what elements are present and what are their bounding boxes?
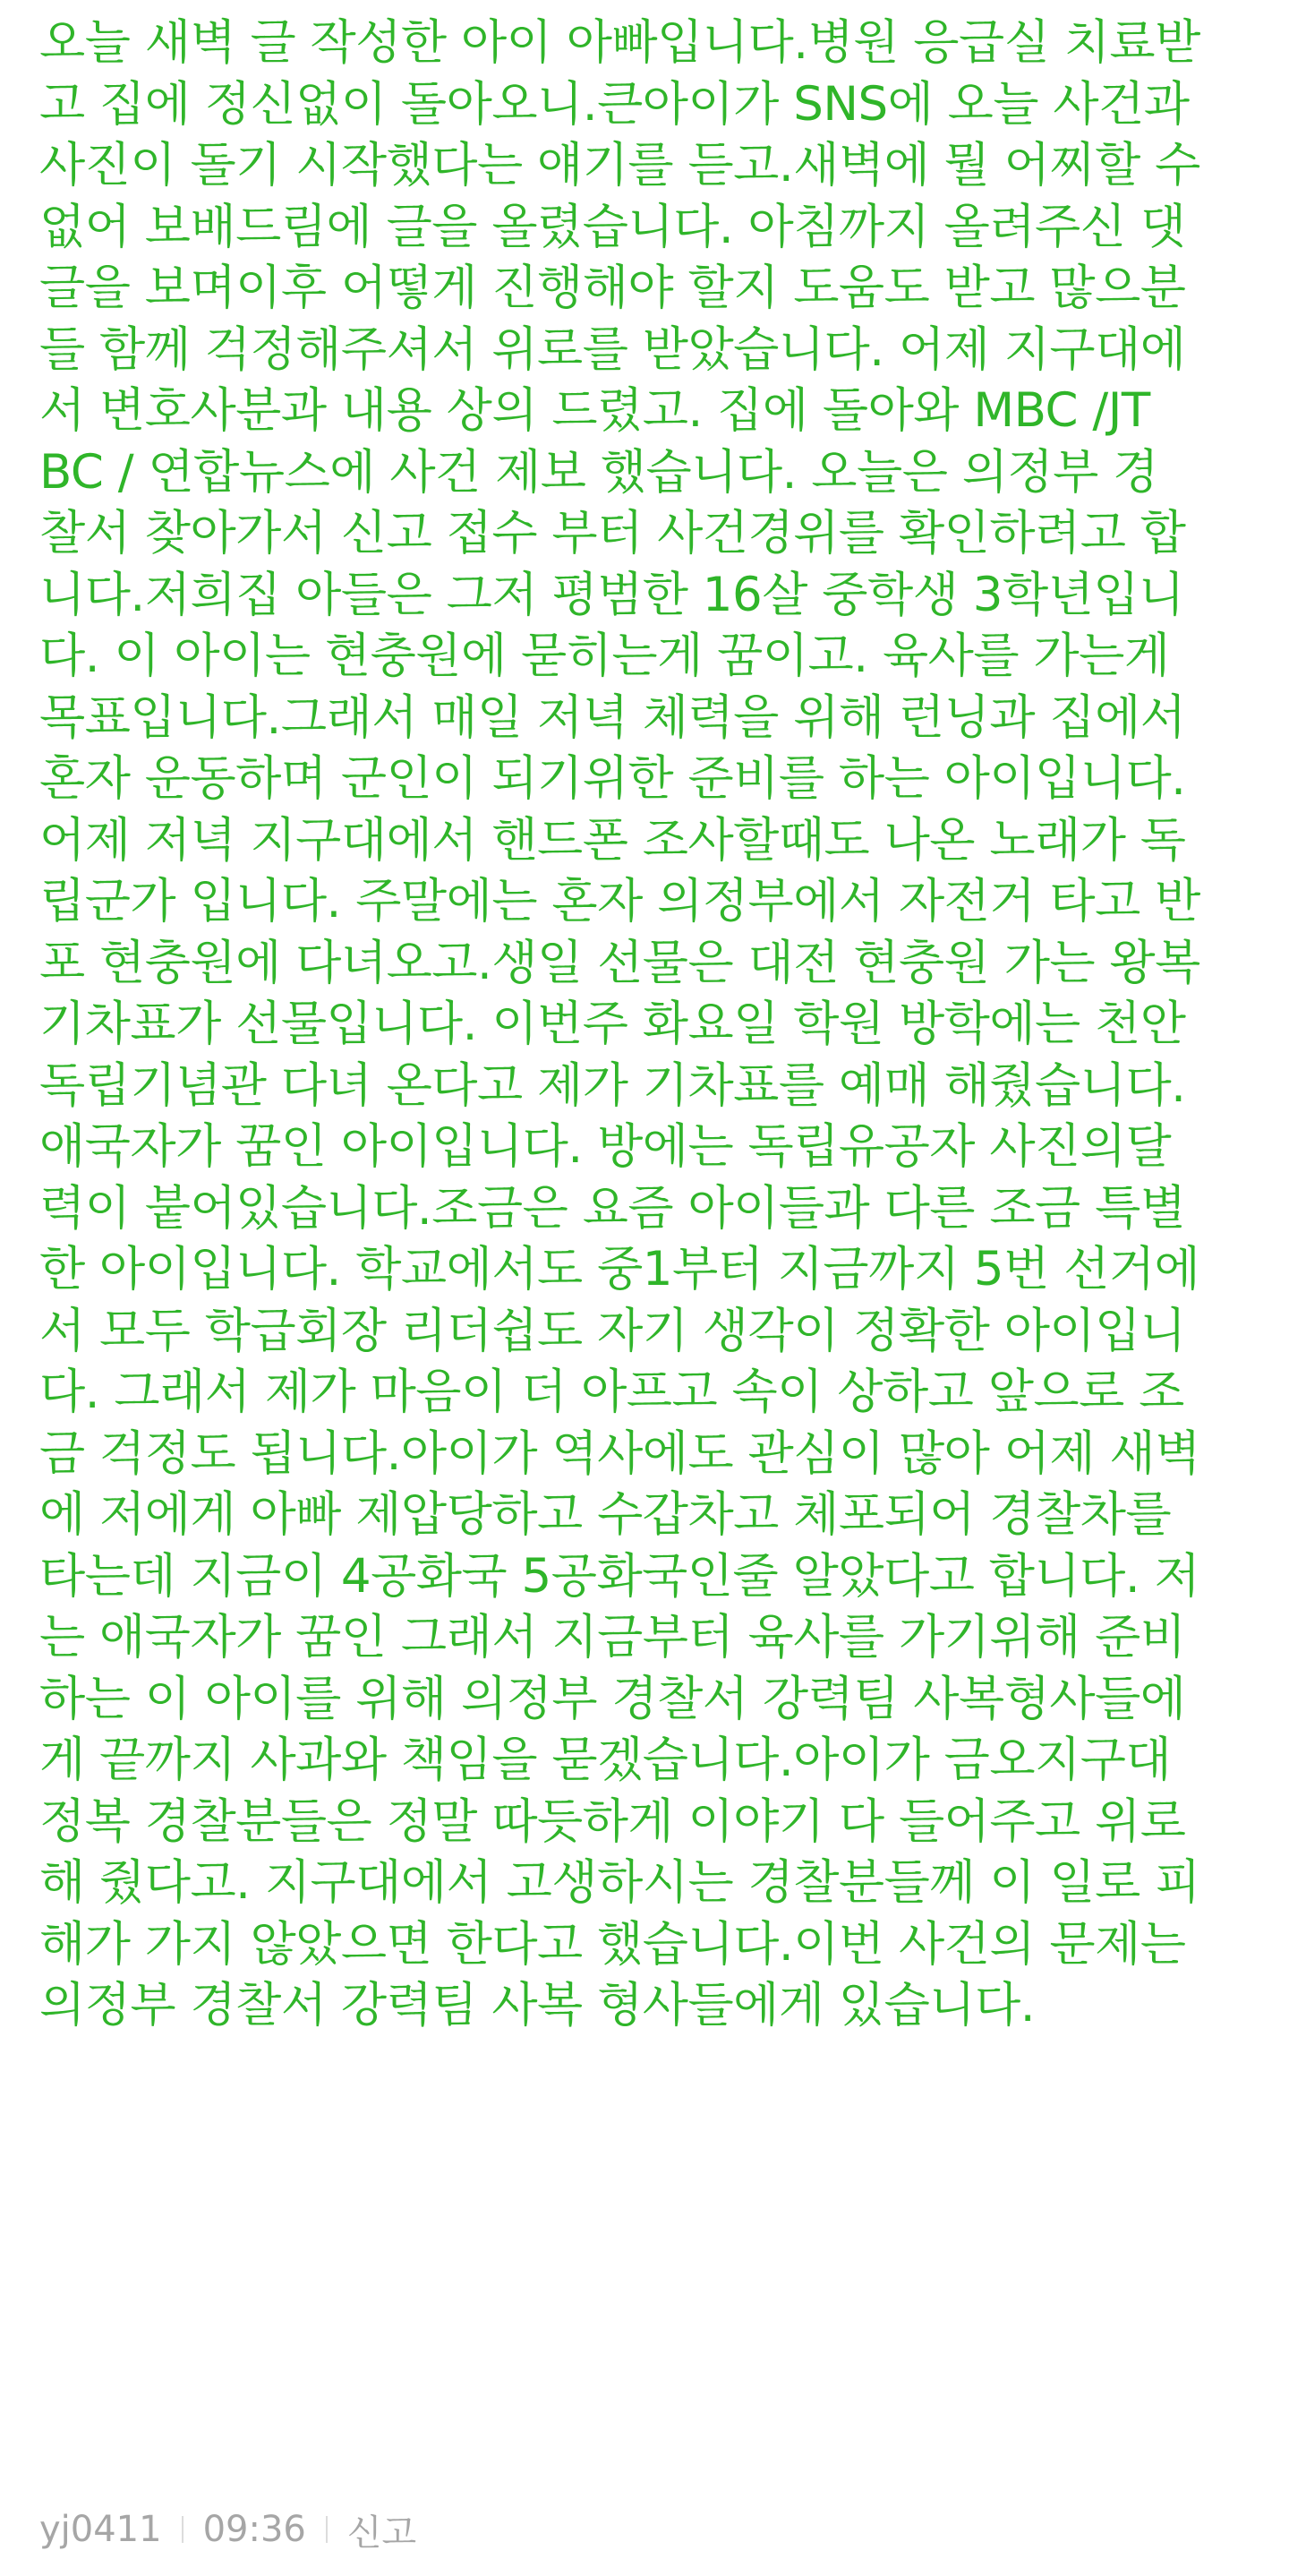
comment-time: 09:36 [202, 2509, 306, 2550]
comment-line: 목표입니다.그래서 매일 저녁 체력을 위해 런닝과 집에서 [39, 689, 1186, 745]
comment-line: 찰서 찾아가서 신고 접수 부터 사건경위를 확인하려고 합 [39, 506, 1186, 561]
comment-line: 포 현충원에 다녀오고.생일 선물은 대전 현충원 가는 왕복 [39, 935, 1200, 990]
comment-line: 는 애국자가 꿈인 그래서 지금부터 육사를 가기위해 준비 [39, 1610, 1186, 1665]
meta-divider [326, 2516, 328, 2543]
comment-line: 들 함께 걱정해주셔서 위로를 받았습니다. 어제 지구대에 [39, 321, 1186, 377]
comment-line: 하는 이 아이를 위해 의정부 경찰서 강력팀 사복형사들에 [39, 1671, 1186, 1726]
comment-meta [39, 2503, 416, 2556]
comment-line: 력이 붙어있습니다.조금은 요즘 아이들과 다른 조금 특별 [39, 1180, 1186, 1236]
comment-line: 서 변호사분과 내용 상의 드렸고. 집에 돌아와 MBC /JT [39, 383, 1150, 438]
report-button[interactable]: 신고 [346, 2512, 417, 2554]
comment-line: 정복 경찰분들은 정말 따듯하게 이야기 다 들어주고 위로 [39, 1793, 1186, 1849]
comment-line: 서 모두 학급회장 리더쉽도 자기 생각이 정확한 아이입니 [39, 1303, 1186, 1358]
comment-line: 애국자가 꿈인 아이입니다. 방에는 독립유공자 사진의달 [39, 1119, 1172, 1174]
comment-line: 금 걱정도 됩니다.아이가 역사에도 관심이 많아 어제 새벽 [39, 1425, 1200, 1481]
author-id[interactable]: yj0411 [39, 2509, 162, 2550]
comment-line: 오늘 새벽 글 작성한 아이 아빠입니다.병원 응급실 치료받 [39, 15, 1200, 70]
comment-line: 다. 이 아이는 현충원에 묻히는게 꿈이고. 육사를 가는게 [39, 629, 1170, 683]
comment-line: 독립기념관 다녀 온다고 제가 기차표를 예매 해줬습니다. [39, 1057, 1186, 1113]
comment-line: 없어 보배드림에 글을 올렸습니다. 아침까지 올려주신 댓 [39, 199, 1186, 254]
comment-line: 한 아이입니다. 학교에서도 중1부터 지금까지 5번 선거에 [39, 1242, 1200, 1297]
meta-divider [182, 2516, 184, 2543]
comment-line: 의정부 경찰서 강력팀 사복 형사들에게 있습니다. [39, 1978, 1036, 2033]
comment-line: 해 줬다고. 지구대에서 고생하시는 경찰분들께 이 일로 피 [39, 1855, 1200, 1910]
comment-line: 타는데 지금이 4공화국 5공화국인줄 알았다고 합니다. 저 [39, 1548, 1200, 1604]
comment-line: 에 저에게 아빠 제압당하고 수갑차고 체포되어 경찰차를 [39, 1487, 1172, 1542]
comment-line: 립군가 입니다. 주말에는 혼자 의정부에서 자전거 타고 반 [39, 874, 1200, 929]
comment-line: 글을 보며이후 어떻게 진행해야 할지 도움도 받고 많으분 [39, 261, 1186, 315]
comment-line: 니다.저희집 아들은 그저 평범한 16살 중학생 3학년입니 [39, 567, 1184, 622]
comment-line: 게 끝까지 사과와 책임을 묻겠습니다.아이가 금오지구대 [39, 1733, 1172, 1787]
comment-line: 혼자 운동하며 군인이 되기위한 준비를 하는 아이입니다. [39, 751, 1186, 806]
comment-line: 기차표가 선물입니다. 이번주 화요일 학원 방학에는 천안 [39, 997, 1186, 1051]
comment-body [39, 13, 1250, 2037]
comment-line: 어제 저녁 지구대에서 핸드폰 조사할때도 나온 노래가 독 [39, 812, 1186, 868]
comment-line: 고 집에 정신없이 돌아오니.큰아이가 SNS에 오늘 사건과 [39, 76, 1190, 132]
comment-line: 사진이 돌기 시작했다는 얘기를 듣고.새벽에 뭘 어찌할 수 [39, 138, 1200, 193]
comment-line: 해가 가지 않았으면 한다고 했습니다.이번 사건의 문제는 [39, 1916, 1186, 1972]
comment-line: 다. 그래서 제가 마음이 더 아프고 속이 상하고 앞으로 조 [39, 1365, 1184, 1419]
comment-line: BC / 연합뉴스에 사건 제보 했습니다. 오늘은 의정부 경 [39, 444, 1158, 500]
